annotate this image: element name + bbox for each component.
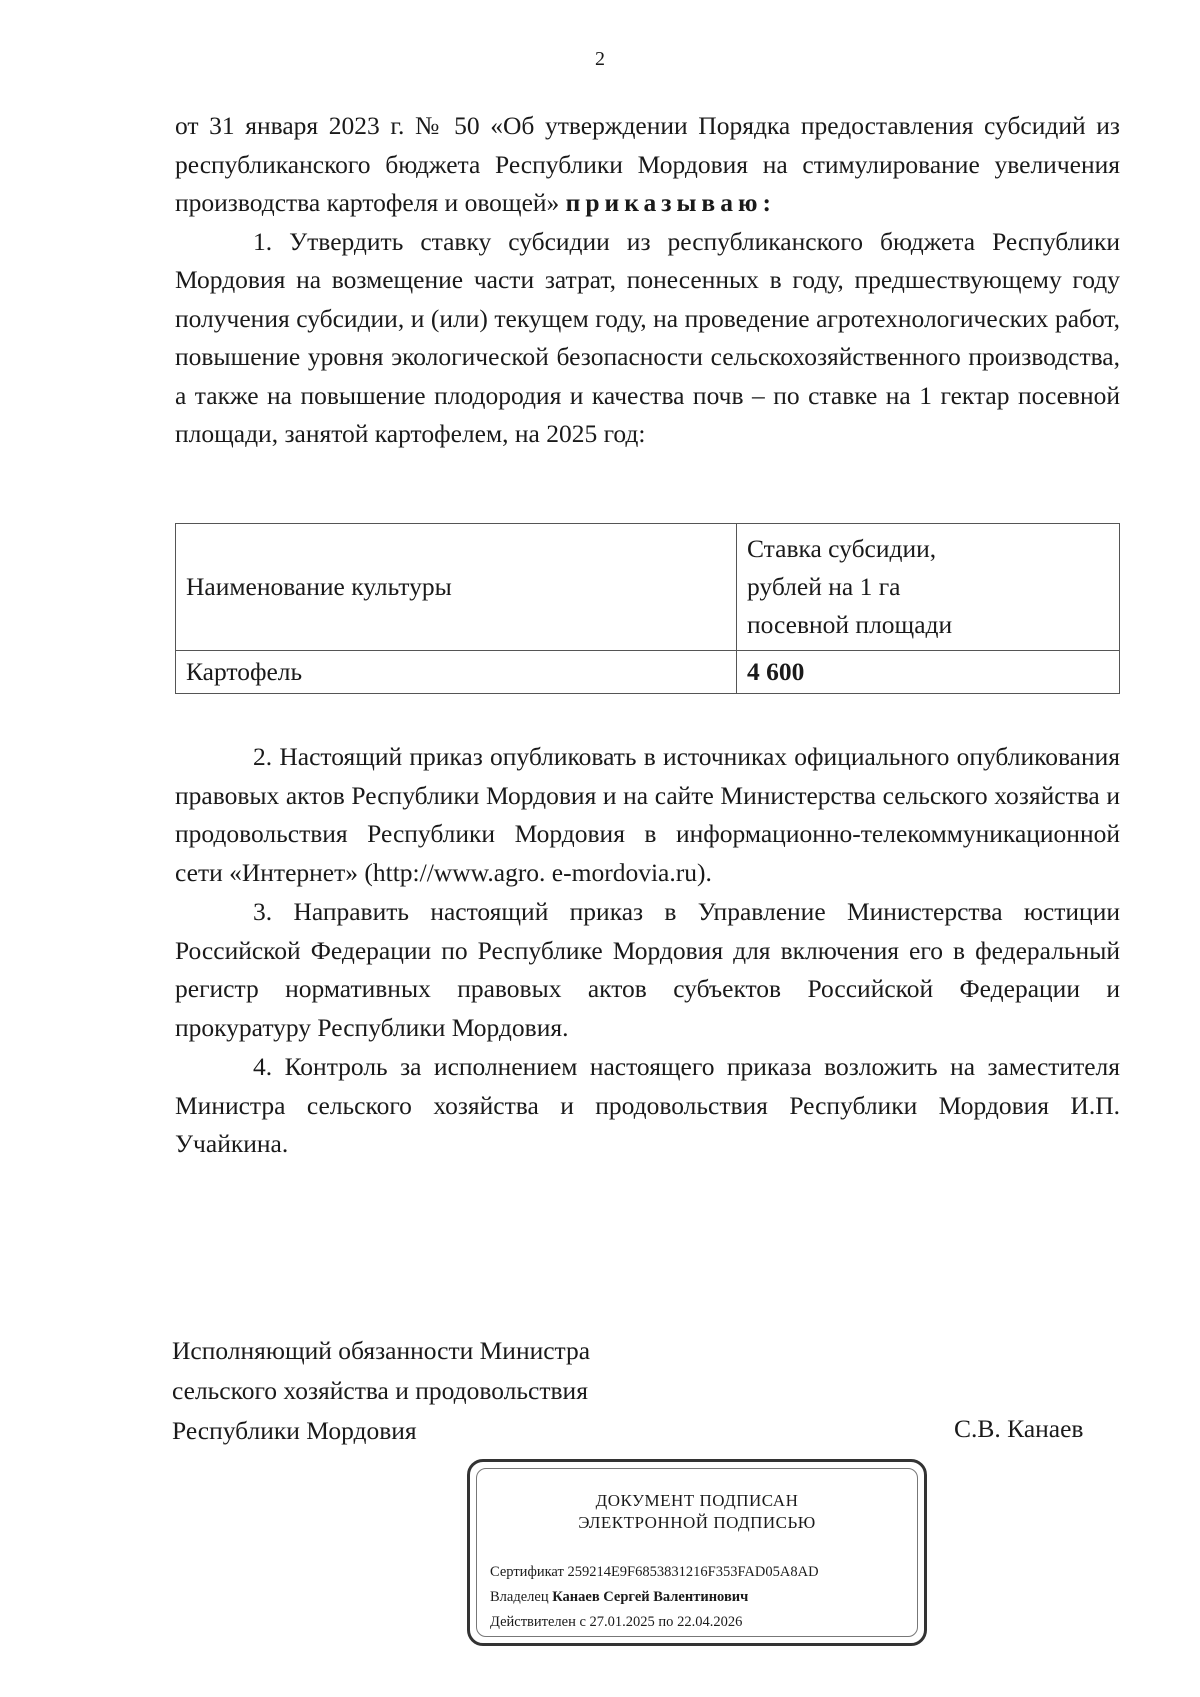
position-line: Республики Мордовия: [172, 1416, 417, 1445]
owner-value: Канаев Сергей Валентинович: [552, 1589, 749, 1605]
rate-cell: 4 600: [737, 651, 1120, 694]
position-line: Исполняющий обязанности Министра: [172, 1336, 591, 1365]
stamp-title-line: ДОКУМЕНТ ПОДПИСАН: [595, 1491, 799, 1510]
order-preamble: [175, 107, 1120, 454]
header-rate-line: посевной площади: [747, 610, 953, 639]
item-3: 3. Направить настоящий приказ в Управление Министерства юстиции Российской Федерации по Республике Мордовия для включения его в федеральный регистр нормативных правовых актов субъектов Российской Федерации и прокуратуру Республики Мордовия.: [175, 897, 1120, 1042]
stamp-title: [470, 1490, 924, 1534]
header-crop-name: Наименование культуры: [176, 524, 737, 651]
item-2: 2. Настоящий приказ опубликовать в источниках официального опубликования правовых актов Республики Мордовия и на сайте Министерства сельского хозяйства и продовольствия Республики Мордовия в информационно-телекоммуникационной сети «Интернет» (http://www.agro. e-mordovia.ru).: [175, 742, 1120, 887]
stamp-validity: [490, 1610, 819, 1635]
certificate-value: 259214E9F6853831216F353FAD05A8AD: [567, 1564, 819, 1580]
page-number: 2: [595, 48, 605, 70]
position-line: сельского хозяйства и продовольствия: [172, 1376, 588, 1405]
valid-from-word: с: [579, 1614, 586, 1630]
preamble-text: от 31 января 2023 г. № 50 «Об утверждении Порядка предоставления субсидий из республиканского бюджета Республики Мордовия на стимулирование увеличения производства картофеля и овощей»: [175, 111, 1120, 217]
subsidy-rate-table: [175, 523, 1120, 694]
header-rate-line: рублей на 1 га: [747, 572, 901, 601]
signatory-name: С.В. Канаев: [954, 1414, 1084, 1443]
item-1: 1. Утвердить ставку субсидии из республиканского бюджета Республики Мордовия на возмещение части затрат, понесенных в году, предшествующему году получения субсидии, и (или) текущем году, на проведение агротехнологических работ, повышение уровня экологической безопасности сельскохозяйственного производства, а также на повышение плодородия и качества почв – по ставке на 1 гектар посевной площади, занятой картофелем, на 2025 год:: [175, 226, 1120, 448]
table-header-row: [176, 524, 1120, 651]
signatory-position: [172, 1331, 590, 1451]
crop-cell: Картофель: [176, 651, 737, 694]
stamp-title-line: ЭЛЕКТРОННОЙ ПОДПИСЬЮ: [578, 1513, 816, 1532]
header-subsidy-rate: [737, 524, 1120, 651]
valid-from: 27.01.2025: [589, 1614, 655, 1630]
certificate-label: Сертификат: [490, 1564, 564, 1580]
table-row: [176, 651, 1120, 694]
valid-label: Действителен: [490, 1614, 576, 1630]
order-word: приказываю:: [565, 188, 776, 217]
stamp-certificate: [490, 1560, 819, 1585]
valid-to: 22.04.2026: [677, 1614, 743, 1630]
order-items: [175, 738, 1120, 1165]
stamp-owner: [490, 1585, 819, 1610]
header-rate-line: Ставка субсидии,: [747, 534, 937, 563]
valid-to-word: по: [658, 1614, 674, 1630]
owner-label: Владелец: [490, 1589, 549, 1605]
stamp-details: [490, 1560, 819, 1635]
item-4: 4. Контроль за исполнением настоящего приказа возложить на заместителя Министра сельского хозяйства и продовольствия Республики Мордовия И.П. Учайкина.: [175, 1052, 1120, 1158]
electronic-signature-stamp: [467, 1459, 927, 1646]
